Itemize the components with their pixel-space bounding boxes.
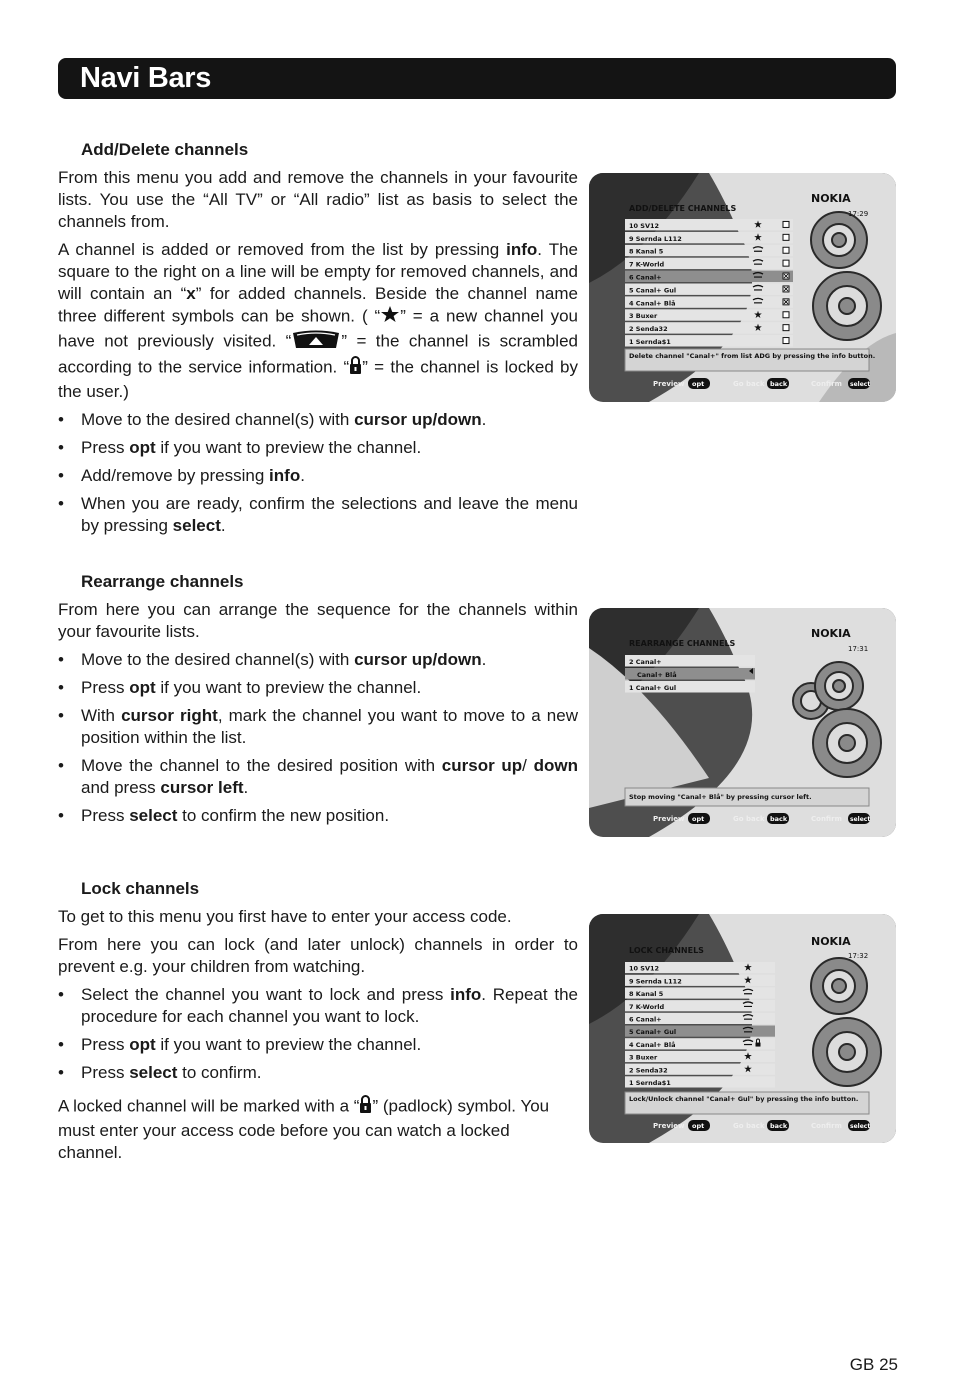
channel-label: 9 Sernda L112: [629, 234, 682, 243]
channel-row[interactable]: [625, 335, 793, 346]
channel-row[interactable]: [625, 1026, 775, 1037]
screen-title: ADD/DELETE CHANNELS: [629, 204, 737, 213]
status-message: Stop moving "Canal+ Blå" by pressing cursor left.: [629, 793, 812, 801]
channel-label: 10 SV12: [629, 964, 660, 973]
back-key-label: back: [770, 380, 788, 388]
channel-row[interactable]: [625, 962, 775, 973]
channel-row[interactable]: [625, 1013, 775, 1024]
channel-label: 8 Kanal 5: [629, 990, 664, 999]
channel-row[interactable]: [625, 1064, 775, 1075]
preview-label: Preview: [653, 1122, 685, 1130]
list-item: • Press opt if you want to preview the channel.: [58, 1034, 578, 1056]
section-add-delete: [58, 139, 578, 543]
go-back-label: Go back: [733, 1122, 765, 1130]
paragraph: From here you can lock (and later unlock) channels in order to prevent e.g. your children from watching.: [58, 935, 578, 976]
channel-row[interactable]: [625, 271, 793, 282]
nokia-logo: NOKIA: [811, 627, 851, 640]
list-item: • Move the channel to the desired position with cursor up/ down and press cursor left.: [58, 755, 578, 799]
bullet-list: [58, 409, 578, 537]
channel-label: 6 Canal+: [629, 273, 662, 282]
bullet-list: [58, 984, 578, 1084]
channel-label: 9 Sernda L112: [629, 977, 682, 986]
channel-row[interactable]: [625, 245, 793, 256]
checkbox-empty[interactable]: [783, 260, 789, 266]
gear-icon: [813, 1018, 881, 1086]
channel-row[interactable]: [625, 1051, 775, 1062]
paragraph: To get to this menu you first have to enter your access code.: [58, 907, 512, 926]
channel-row[interactable]: [625, 1076, 775, 1087]
back-key-label: back: [770, 1122, 788, 1130]
channel-row[interactable]: [625, 668, 755, 680]
clock-time: 17:32: [848, 952, 869, 960]
preview-label: Preview: [653, 815, 685, 823]
gear-icon: [811, 212, 867, 268]
gear-icon: [815, 662, 863, 710]
screen-title: LOCK CHANNELS: [629, 946, 704, 955]
checkbox-empty[interactable]: [783, 234, 789, 240]
list-item: • Add/remove by pressing info.: [58, 465, 578, 487]
channel-label: 7 K-World: [629, 260, 665, 269]
paragraph: From here you can arrange the sequence for the channels within your favourite lists.: [58, 600, 578, 641]
clock-time: 17:31: [848, 645, 869, 653]
opt-key-label: opt: [692, 815, 705, 823]
page-header-bar: [58, 58, 896, 99]
channel-row[interactable]: [625, 309, 793, 320]
opt-key-label: opt: [692, 380, 705, 388]
channel-row[interactable]: [625, 232, 793, 243]
channel-label: 3 Buxer: [629, 312, 658, 321]
channel-row[interactable]: [625, 655, 755, 667]
screenshot-rearrange: [589, 608, 896, 837]
channel-label: 2 Canal+: [629, 658, 662, 666]
confirm-label: Confirm: [811, 815, 842, 823]
list-item: • When you are ready, confirm the selections and leave the menu by pressing select.: [58, 493, 578, 537]
paragraph: A locked channel will be marked with a “ ” (padlock) symbol. You must enter your access code before you can watch a locked channel.: [58, 1094, 578, 1164]
list-item: • Press select to confirm the new position.: [58, 805, 578, 827]
padlock-icon: [756, 1043, 761, 1047]
channel-label: Canal+ Blå: [637, 671, 677, 679]
channel-row[interactable]: [625, 258, 793, 269]
paragraph: A channel is added or removed from the list by pressing info. The square to the right on a line will be empty for removed channels, and will contain an “x” for added channels. Beside the channel name three different symbols can be shown. ( “ ” = a new channel you have not previously visited. “ ” = the channel is scrambled according to the service information. “ ” = the channel is locked by the user.): [58, 240, 579, 401]
select-key-label: select: [850, 1123, 871, 1130]
paragraph: From this menu you add and remove the channels in your favourite lists. You use the “All TV” or “All radio” list as basis to select the channels from.: [58, 168, 578, 231]
back-key-label: back: [770, 815, 788, 823]
star-icon: [380, 305, 400, 329]
go-back-label: Go back: [733, 815, 765, 823]
padlock-icon: [359, 1094, 372, 1120]
gear-icon: [813, 709, 881, 777]
list-item: • Select the channel you want to lock and press info. Repeat the procedure for each channel you want to lock.: [58, 984, 578, 1028]
channel-label: 1 Sernda$1: [629, 338, 671, 346]
list-item: • Move to the desired channel(s) with cursor up/down.: [58, 409, 578, 431]
screenshot-lock: [589, 914, 896, 1143]
select-key-label: select: [850, 381, 871, 388]
section-heading: Rearrange channels: [81, 572, 244, 591]
select-key-label: select: [850, 816, 871, 823]
list-item: • With cursor right, mark the channel you want to move to a new position within the list.: [58, 705, 578, 749]
list-item: • Press opt if you want to preview the channel.: [58, 677, 578, 699]
channel-label: 10 SV12: [629, 221, 660, 230]
channel-label: 8 Kanal 5: [629, 247, 664, 256]
channel-row[interactable]: [625, 219, 793, 230]
channel-row[interactable]: [625, 322, 793, 333]
checkbox-empty[interactable]: [783, 221, 789, 227]
screen-title: REARRANGE CHANNELS: [629, 639, 736, 648]
page-title: Navi Bars: [80, 62, 212, 94]
channel-row[interactable]: [625, 296, 793, 307]
channel-label: 4 Canal+ Blå: [629, 299, 676, 308]
nokia-logo: NOKIA: [811, 935, 851, 948]
list-item: • Move to the desired channel(s) with cursor up/down.: [58, 649, 578, 671]
channel-row[interactable]: [625, 1038, 775, 1049]
channel-label: 5 Canal+ Gul: [629, 1028, 677, 1037]
bullet-list: [58, 649, 578, 827]
channel-row[interactable]: [625, 681, 755, 693]
go-back-label: Go back: [733, 380, 765, 388]
checkbox-empty[interactable]: [783, 312, 789, 318]
list-item: • Press select to confirm.: [58, 1062, 578, 1084]
channel-label: 4 Canal+ Blå: [629, 1040, 676, 1049]
screenshot-add-delete: [589, 173, 896, 402]
channel-row[interactable]: [625, 1000, 775, 1011]
status-message: Delete channel "Canal+" from list ADG by pressing the info button.: [629, 352, 876, 360]
status-message: Lock/Unlock channel "Canal+ Gul" by pressing the info button.: [629, 1095, 859, 1103]
section-rearrange: [58, 571, 578, 833]
padlock-icon: [349, 355, 362, 381]
channel-label: 2 Senda32: [629, 325, 668, 334]
channel-label: 6 Canal+: [629, 1015, 662, 1024]
channel-label: 2 Senda32: [629, 1066, 668, 1075]
opt-key-label: opt: [692, 1122, 705, 1130]
channel-label: 3 Buxer: [629, 1053, 658, 1062]
page-number: GB 25: [849, 1355, 898, 1374]
confirm-label: Confirm: [811, 1122, 842, 1130]
channel-row[interactable]: [625, 284, 793, 295]
section-lock: [58, 878, 578, 1170]
checkbox-empty[interactable]: [783, 338, 789, 344]
channel-label: 1 Sernda$1: [629, 1079, 671, 1087]
section-heading: Add/Delete channels: [81, 140, 249, 159]
clock-time: 17:29: [848, 210, 869, 218]
checkbox-empty[interactable]: [783, 325, 789, 331]
preview-label: Preview: [653, 380, 685, 388]
channel-row[interactable]: [625, 975, 775, 986]
channel-row[interactable]: [625, 987, 775, 998]
channel-label: 5 Canal+ Gul: [629, 286, 677, 295]
list-item: • Press opt if you want to preview the channel.: [58, 437, 578, 459]
confirm-label: Confirm: [811, 380, 842, 388]
channel-label: 7 K-World: [629, 1002, 665, 1011]
channel-label: 1 Canal+ Gul: [629, 684, 677, 692]
section-heading: Lock channels: [81, 879, 200, 898]
gear-icon: [811, 958, 867, 1014]
checkbox-empty[interactable]: [783, 247, 789, 253]
nokia-logo: NOKIA: [811, 192, 851, 205]
gear-icon: [813, 272, 881, 340]
scrambled-icon: [291, 329, 341, 355]
